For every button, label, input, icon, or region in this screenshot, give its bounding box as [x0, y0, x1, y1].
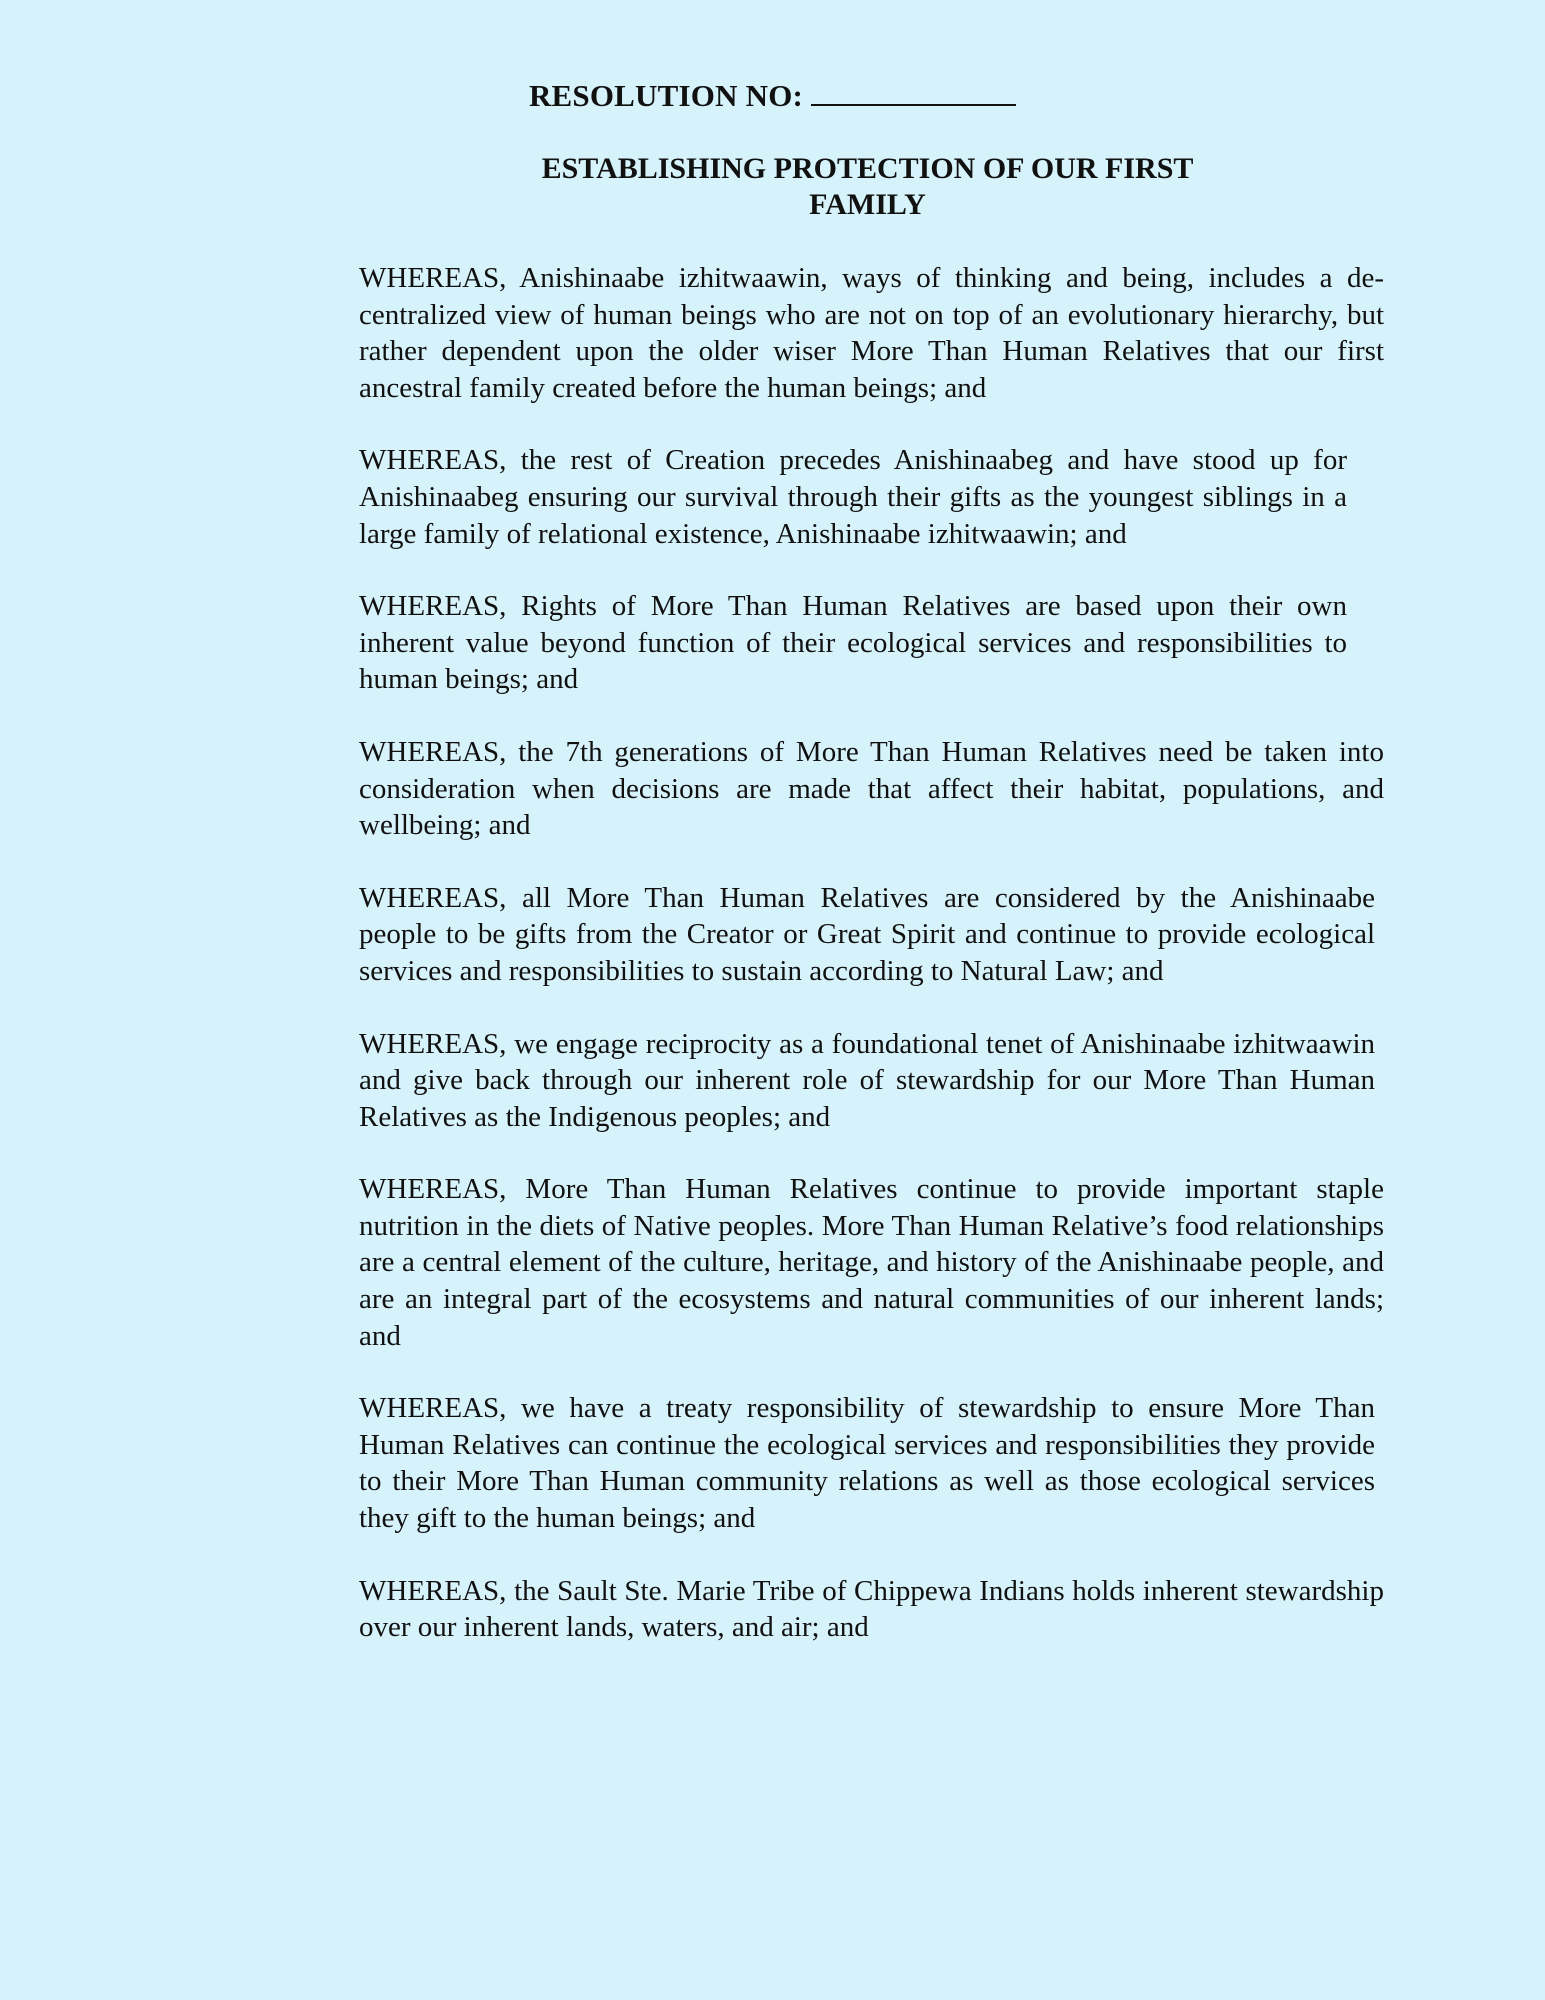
- whereas-clause-8: WHEREAS, we have a treaty responsibility of stewardship to ensure More Than Human Relatives can continue the ecological services and responsibilities they provide to their More Than Human community relations as well as those ecological services they gift to the human beings; and: [359, 1392, 1375, 1535]
- whereas-clause-3: WHEREAS, Rights of More Than Human Relatives are based upon their own inherent value beyond function of their ecological services and responsibilities to human beings; and: [359, 590, 1347, 696]
- whereas-clause-1: WHEREAS, Anishinaabe izhitwaawin, ways of thinking and being, includes a de-centralized view of human beings who are not on top of an evolutionary hierarchy, but rather dependent upon the older wiser More Than Human Relatives that our first ancestral family created before the human beings; and: [359, 262, 1384, 404]
- whereas-clause-5: WHEREAS, all More Than Human Relatives are considered by the Anishinaabe people to be gifts from the Creator or Great Spirit and continue to provide ecological services and responsibilities to sustain according to Natural Law; and: [359, 881, 1375, 987]
- resolution-number-blank: [811, 74, 1016, 106]
- resolution-title: [0, 151, 1545, 223]
- whereas-clause-6: WHEREAS, we engage reciprocity as a foundational tenet of Anishinaabe izhitwaawin and give back through our inherent role of stewardship for our More Than Human Relatives as the Indigenous peoples; and: [359, 1027, 1375, 1133]
- resolution-title-line-2: FAMILY: [809, 188, 926, 221]
- resolution-number-heading: [0, 74, 1545, 118]
- whereas-clause-4: WHEREAS, the 7th generations of More Than Human Relatives need be taken into consideration when decisions are made that affect their habitat, populations, and wellbeing; and: [359, 735, 1384, 842]
- whereas-clause-7: WHEREAS, More Than Human Relatives continue to provide important staple nutrition in the diets of Native peoples. More Than Human Relative’s food relationships are a central element of the culture, heritage, and history of the Anishinaabe people, and are an integral part of the ecosystems and natural communities of our inherent lands; and: [359, 1173, 1384, 1352]
- whereas-clauses: [359, 260, 1384, 1682]
- resolution-title-line-1: ESTABLISHING PROTECTION OF OUR FIRST: [541, 152, 1194, 185]
- whereas-clause-9: WHEREAS, the Sault Ste. Marie Tribe of Chippewa Indians holds inherent stewardship over our inherent lands, waters, and air; and: [359, 1574, 1384, 1644]
- resolution-number-label: RESOLUTION NO:: [528, 78, 804, 113]
- whereas-clause-2: WHEREAS, the rest of Creation precedes Anishinaabeg and have stood up for Anishinaabeg ensuring our survival through their gifts as the youngest siblings in a large family of relational existence, Anishinaabe izhitwaawin; and: [359, 444, 1347, 550]
